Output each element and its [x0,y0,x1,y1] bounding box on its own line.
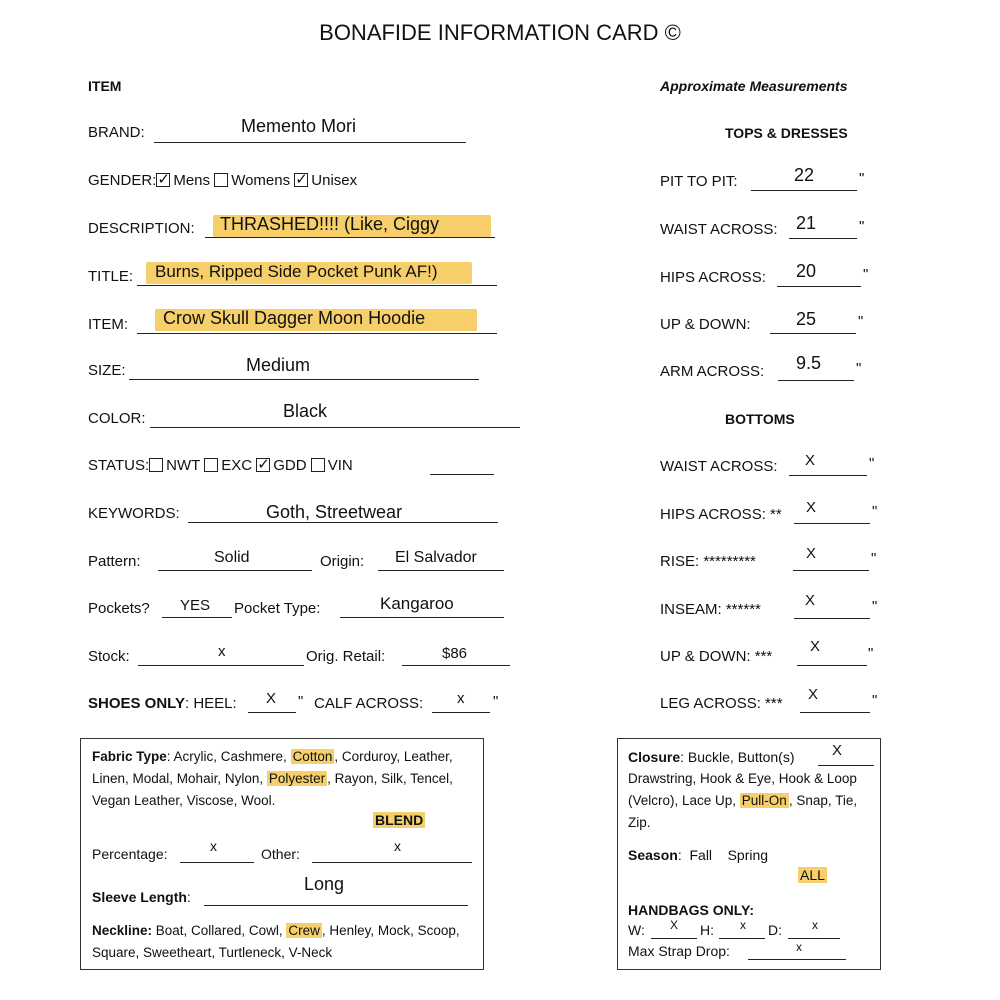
bottoms-header: BOTTOMS [725,411,795,427]
tops-hips-value[interactable]: 20 [796,261,817,281]
status-label: STATUS: [88,457,150,474]
tops-hips-line [777,286,861,287]
closure-button-value[interactable]: X [832,742,843,759]
handbag-d-line [788,938,840,939]
closure-options-3: , Snap, Tie, Zip. [628,793,858,830]
closure-options-text [628,768,874,834]
tops-arm-label: ARM ACROSS: [660,363,765,380]
bottoms-waist-inch: " [869,455,875,472]
tops-updown-value[interactable]: 25 [796,309,817,329]
bottoms-rise-value[interactable]: X [806,545,817,562]
tops-header: TOPS & DRESSES [725,125,848,141]
bottoms-updown-value[interactable]: X [810,638,821,655]
fabric-options-2: , Corduroy, Leather, Linen, Modal, Mohair, Nylon, [92,749,453,786]
closure-pull-on-selected[interactable]: Pull-On [741,793,787,808]
page-title: BONAFIDE INFORMATION CARD © [319,20,681,45]
bottoms-inseam-line [794,618,870,619]
bottoms-updown-line [797,665,867,666]
neckline-label: Neckline: [92,923,153,938]
neckline-options-2: , Henley, Mock, Scoop, Square, Sweetheart, Turtleneck, V-Neck [92,923,460,960]
pockets-line [162,617,232,618]
fabric-options-1: : Acrylic, Cashmere, [166,749,291,764]
bottoms-inseam-inch: " [872,598,878,615]
bottoms-waist-line [789,475,867,476]
strap-drop-line [748,959,846,960]
pockets-label: Pockets? [88,600,150,617]
unisex-checkbox[interactable] [294,173,308,187]
pattern-value[interactable]: Solid [214,549,250,566]
color-label: COLOR: [88,410,146,427]
orig-retail-line [402,665,510,666]
mens-label: Mens [173,172,211,189]
nwt-label: NWT [166,457,201,474]
measurements-header: Approximate Measurements [660,78,848,94]
tops-arm-inch: " [856,360,862,377]
bottoms-inseam-label: INSEAM: ****** [660,601,761,618]
season-row [628,847,768,863]
status-row [88,457,353,474]
closure-button-line [818,765,874,766]
item-section-heading: ITEM [88,78,122,94]
gender-label: GENDER: [88,172,157,189]
title-label: TITLE: [88,268,134,285]
bottoms-hips-inch: " [872,503,878,520]
pockets-value[interactable]: YES [180,597,211,614]
handbag-d-label: D: [768,922,782,938]
fabric-options-3: , Rayon, Silk, Tencel, Vegan Leather, Viscose, Wool. [92,771,453,808]
heel-line [248,712,296,713]
tops-pit-line [751,190,857,191]
fabric-cotton-selected[interactable]: Cotton [292,749,333,764]
bottoms-updown-inch: " [868,645,874,662]
bottoms-hips-line [794,523,870,524]
pattern-line [158,570,312,571]
stock-value[interactable]: x [218,643,226,660]
description-line [205,237,495,238]
bottoms-rise-inch: " [871,550,877,567]
season-all-selected[interactable]: ALL [800,867,825,883]
color-line [150,427,520,428]
sleeve-line [204,905,468,906]
handbag-h-line [719,938,765,939]
exc-checkbox[interactable] [204,458,218,472]
calf-line [432,712,490,713]
vin-label: VIN [327,457,353,474]
closure-row [628,749,795,765]
fabric-polyester-selected[interactable]: Polyester [268,771,326,786]
size-label: SIZE: [88,362,126,379]
heel-label: : HEEL: [184,695,237,712]
stock-line [138,665,304,666]
bottoms-leg-label: LEG ACROSS: *** [660,695,783,712]
strap-drop-value[interactable]: x [796,940,802,954]
mens-checkbox[interactable] [156,173,170,187]
tops-waist-inch: " [859,218,865,235]
handbags-header: HANDBAGS ONLY: [628,902,755,918]
stock-label: Stock: [88,648,130,665]
origin-label: Origin: [320,553,365,570]
gdd-label: GDD [273,457,307,474]
tops-hips-inch: " [863,266,869,283]
brand-label: BRAND: [88,124,145,141]
closure-options-2: Drawstring, Hook & Eye, Hook & Loop (Velcro), Lace Up, [628,771,857,808]
tops-hips-label: HIPS ACROSS: [660,269,766,286]
tops-waist-label: WAIST ACROSS: [660,221,778,238]
neckline-crew-selected[interactable]: Crew [288,923,320,938]
description-label: DESCRIPTION: [88,220,195,237]
tops-arm-line [778,380,854,381]
tops-pit-value[interactable]: 22 [794,165,815,185]
title-line [137,285,497,286]
sleeve-length-label: Sleeve Length [92,889,187,905]
season-options: : Fall Spring [677,847,769,863]
closure-label: Closure [628,749,681,765]
orig-retail-value[interactable]: $86 [442,645,468,662]
percentage-label: Percentage: [92,846,168,862]
color-value[interactable]: Black [283,401,328,421]
calf-value[interactable]: x [457,690,465,707]
handbag-w-value[interactable]: X [670,918,679,932]
pattern-label: Pattern: [88,553,141,570]
bottoms-leg-value[interactable]: X [808,686,819,703]
bottoms-leg-inch: " [872,692,878,709]
nwt-checkbox[interactable] [149,458,163,472]
bottoms-rise-line [793,570,869,571]
vin-checkbox[interactable] [311,458,325,472]
bottoms-leg-line [800,712,870,713]
bottoms-updown-label: UP & DOWN: *** [660,648,773,665]
origin-value[interactable]: El Salvador [395,549,477,566]
other-line [312,862,472,863]
other-value[interactable]: x [394,838,401,854]
fabric-type-text [92,746,476,812]
size-value[interactable]: Medium [246,355,311,375]
tops-updown-inch: " [858,313,864,330]
keywords-label: KEYWORDS: [88,505,180,522]
tops-updown-line [770,333,856,334]
pocket-type-line [340,617,504,618]
pocket-type-label: Pocket Type: [234,600,321,617]
tops-waist-line [789,238,857,239]
keywords-value[interactable]: Goth, Streetwear [266,502,403,522]
brand-line [154,142,466,143]
bottoms-rise-label: RISE: ********* [660,553,756,570]
tops-updown-label: UP & DOWN: [660,316,751,333]
fabric-type-label: Fabric Type [92,749,167,764]
brand-value[interactable]: Memento Mori [241,116,357,136]
handbag-h-value[interactable]: x [740,918,746,932]
calf-label: CALF ACROSS: [314,695,424,712]
fabric-blend-marker: BLEND [375,812,424,828]
item-line [137,333,497,334]
strap-drop-label: Max Strap Drop: [628,943,730,959]
womens-label: Womens [231,172,291,189]
tops-pit-label: PIT TO PIT: [660,173,738,190]
bottoms-waist-label: WAIST ACROSS: [660,458,778,475]
bottoms-hips-label: HIPS ACROSS: ** [660,506,782,523]
sleeve-row: Sleeve Length: [92,889,191,905]
heel-inch-mark: " [298,693,304,710]
title-value[interactable]: Burns, Ripped Side Pocket Punk AF!) [155,262,438,281]
season-label: Season [628,847,678,863]
heel-value[interactable]: X [266,690,277,707]
percentage-value[interactable]: x [210,838,217,854]
item-label: ITEM: [88,316,128,333]
exc-label: EXC [221,457,253,474]
shoes-row [88,695,237,712]
bottoms-inseam-value[interactable]: X [805,592,816,609]
status-line [430,474,494,475]
orig-retail-label: Orig. Retail: [306,648,386,665]
sleeve-value[interactable]: Long [304,874,345,894]
womens-checkbox[interactable] [214,173,228,187]
bottoms-hips-value[interactable]: X [806,499,817,516]
size-line [129,379,479,380]
handbag-d-value[interactable]: x [812,918,818,932]
handbag-w-line [651,938,697,939]
description-value[interactable]: THRASHED!!!! (Like, Ciggy [220,214,440,234]
handbag-h-label: H: [700,922,714,938]
item-value[interactable]: Crow Skull Dagger Moon Hoodie [163,308,426,328]
bottoms-waist-value[interactable]: X [805,452,816,469]
neckline-text [92,920,476,964]
tops-pit-inch: " [859,170,865,187]
other-label: Other: [261,846,300,862]
gdd-checkbox[interactable] [256,458,270,472]
tops-waist-value[interactable]: 21 [796,213,817,233]
calf-inch-mark: " [493,693,499,710]
percentage-line [180,862,254,863]
unisex-label: Unisex [311,172,358,189]
shoes-only-label: SHOES ONLY [88,695,185,712]
tops-arm-value[interactable]: 9.5 [796,353,822,373]
handbag-w-label: W: [628,922,645,938]
neckline-options-1: Boat, Collared, Cowl, [152,923,287,938]
closure-options-1: : Buckle, Button(s) [680,749,795,765]
origin-line [378,570,504,571]
gender-row [88,172,357,189]
pocket-type-value[interactable]: Kangaroo [380,594,454,613]
